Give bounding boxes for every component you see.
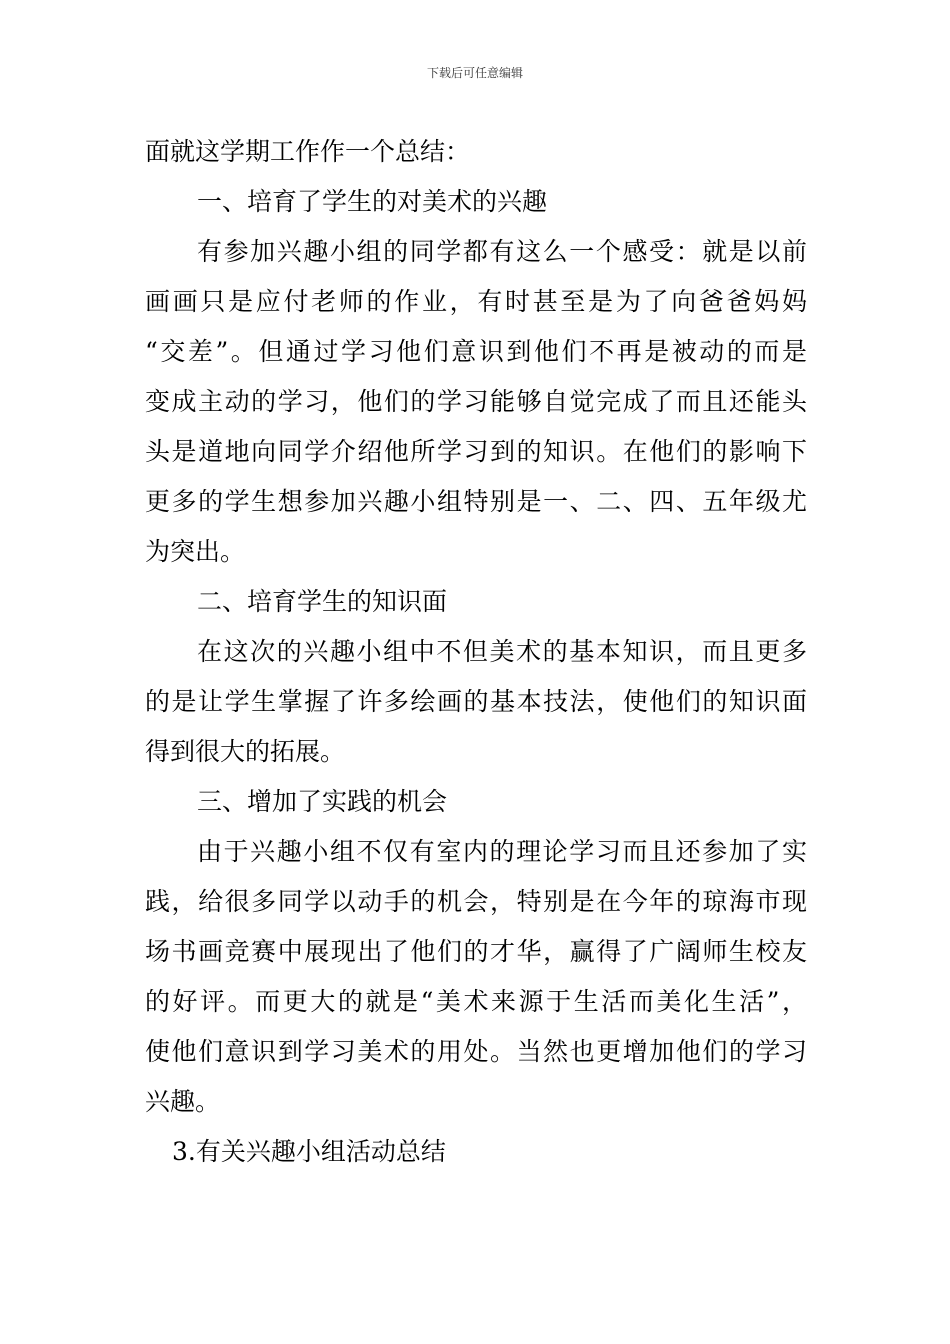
section-heading-1: 一、培育了学生的对美术的兴趣 (197, 187, 548, 216)
document-body (145, 127, 807, 1177)
paragraph-line: 面就这学期工作作一个总结： (145, 137, 471, 166)
header-note: 下载后可任意编辑 (426, 66, 523, 80)
section-heading-2: 二、培育学生的知识面 (197, 587, 448, 616)
paragraph-line: 头是道地向同学介绍他所学习到的知识。在他们的影响下 (145, 437, 807, 466)
paragraph-line: 有参加兴趣小组的同学都有这么一个感受：就是以前 (197, 237, 807, 266)
paragraph-line: 得到很大的拓展。 (145, 737, 346, 766)
paragraph-line: 的是让学生掌握了许多绘画的基本技法，使他们的知识面 (145, 687, 807, 716)
paragraph-line: 在这次的兴趣小组中不但美术的基本知识，而且更多 (197, 637, 807, 666)
paragraph-line: “交差”。但通过学习他们意识到他们不再是被动的而是 (145, 337, 807, 366)
paragraph-line: 兴趣。 (145, 1087, 221, 1116)
subsection-title: 3.有关兴趣小组活动总结 (172, 1137, 446, 1166)
paragraph-line: 变成主动的学习，他们的学习能够自觉完成了而且还能头 (145, 387, 807, 416)
paragraph-line: 场书画竞赛中展现出了他们的才华，赢得了广阔师生校友 (145, 937, 807, 966)
section-heading-3: 三、增加了实践的机会 (197, 787, 448, 816)
paragraph-line: 更多的学生想参加兴趣小组特别是一、二、四、五年级尤 (145, 487, 807, 516)
paragraph-line: 由于兴趣小组不仅有室内的理论学习而且还参加了实 (197, 837, 807, 866)
paragraph-line: 使他们意识到学习美术的用处。当然也更增加他们的学习 (145, 1037, 807, 1066)
paragraph-line: 画画只是应付老师的作业，有时甚至是为了向爸爸妈妈 (145, 287, 807, 316)
paragraph-line: 为突出。 (145, 537, 246, 566)
paragraph-line: 的好评。而更大的就是“美术来源于生活而美化生活”， (145, 987, 807, 1016)
paragraph-line: 践，给很多同学以动手的机会，特别是在今年的琼海市现 (145, 887, 807, 916)
